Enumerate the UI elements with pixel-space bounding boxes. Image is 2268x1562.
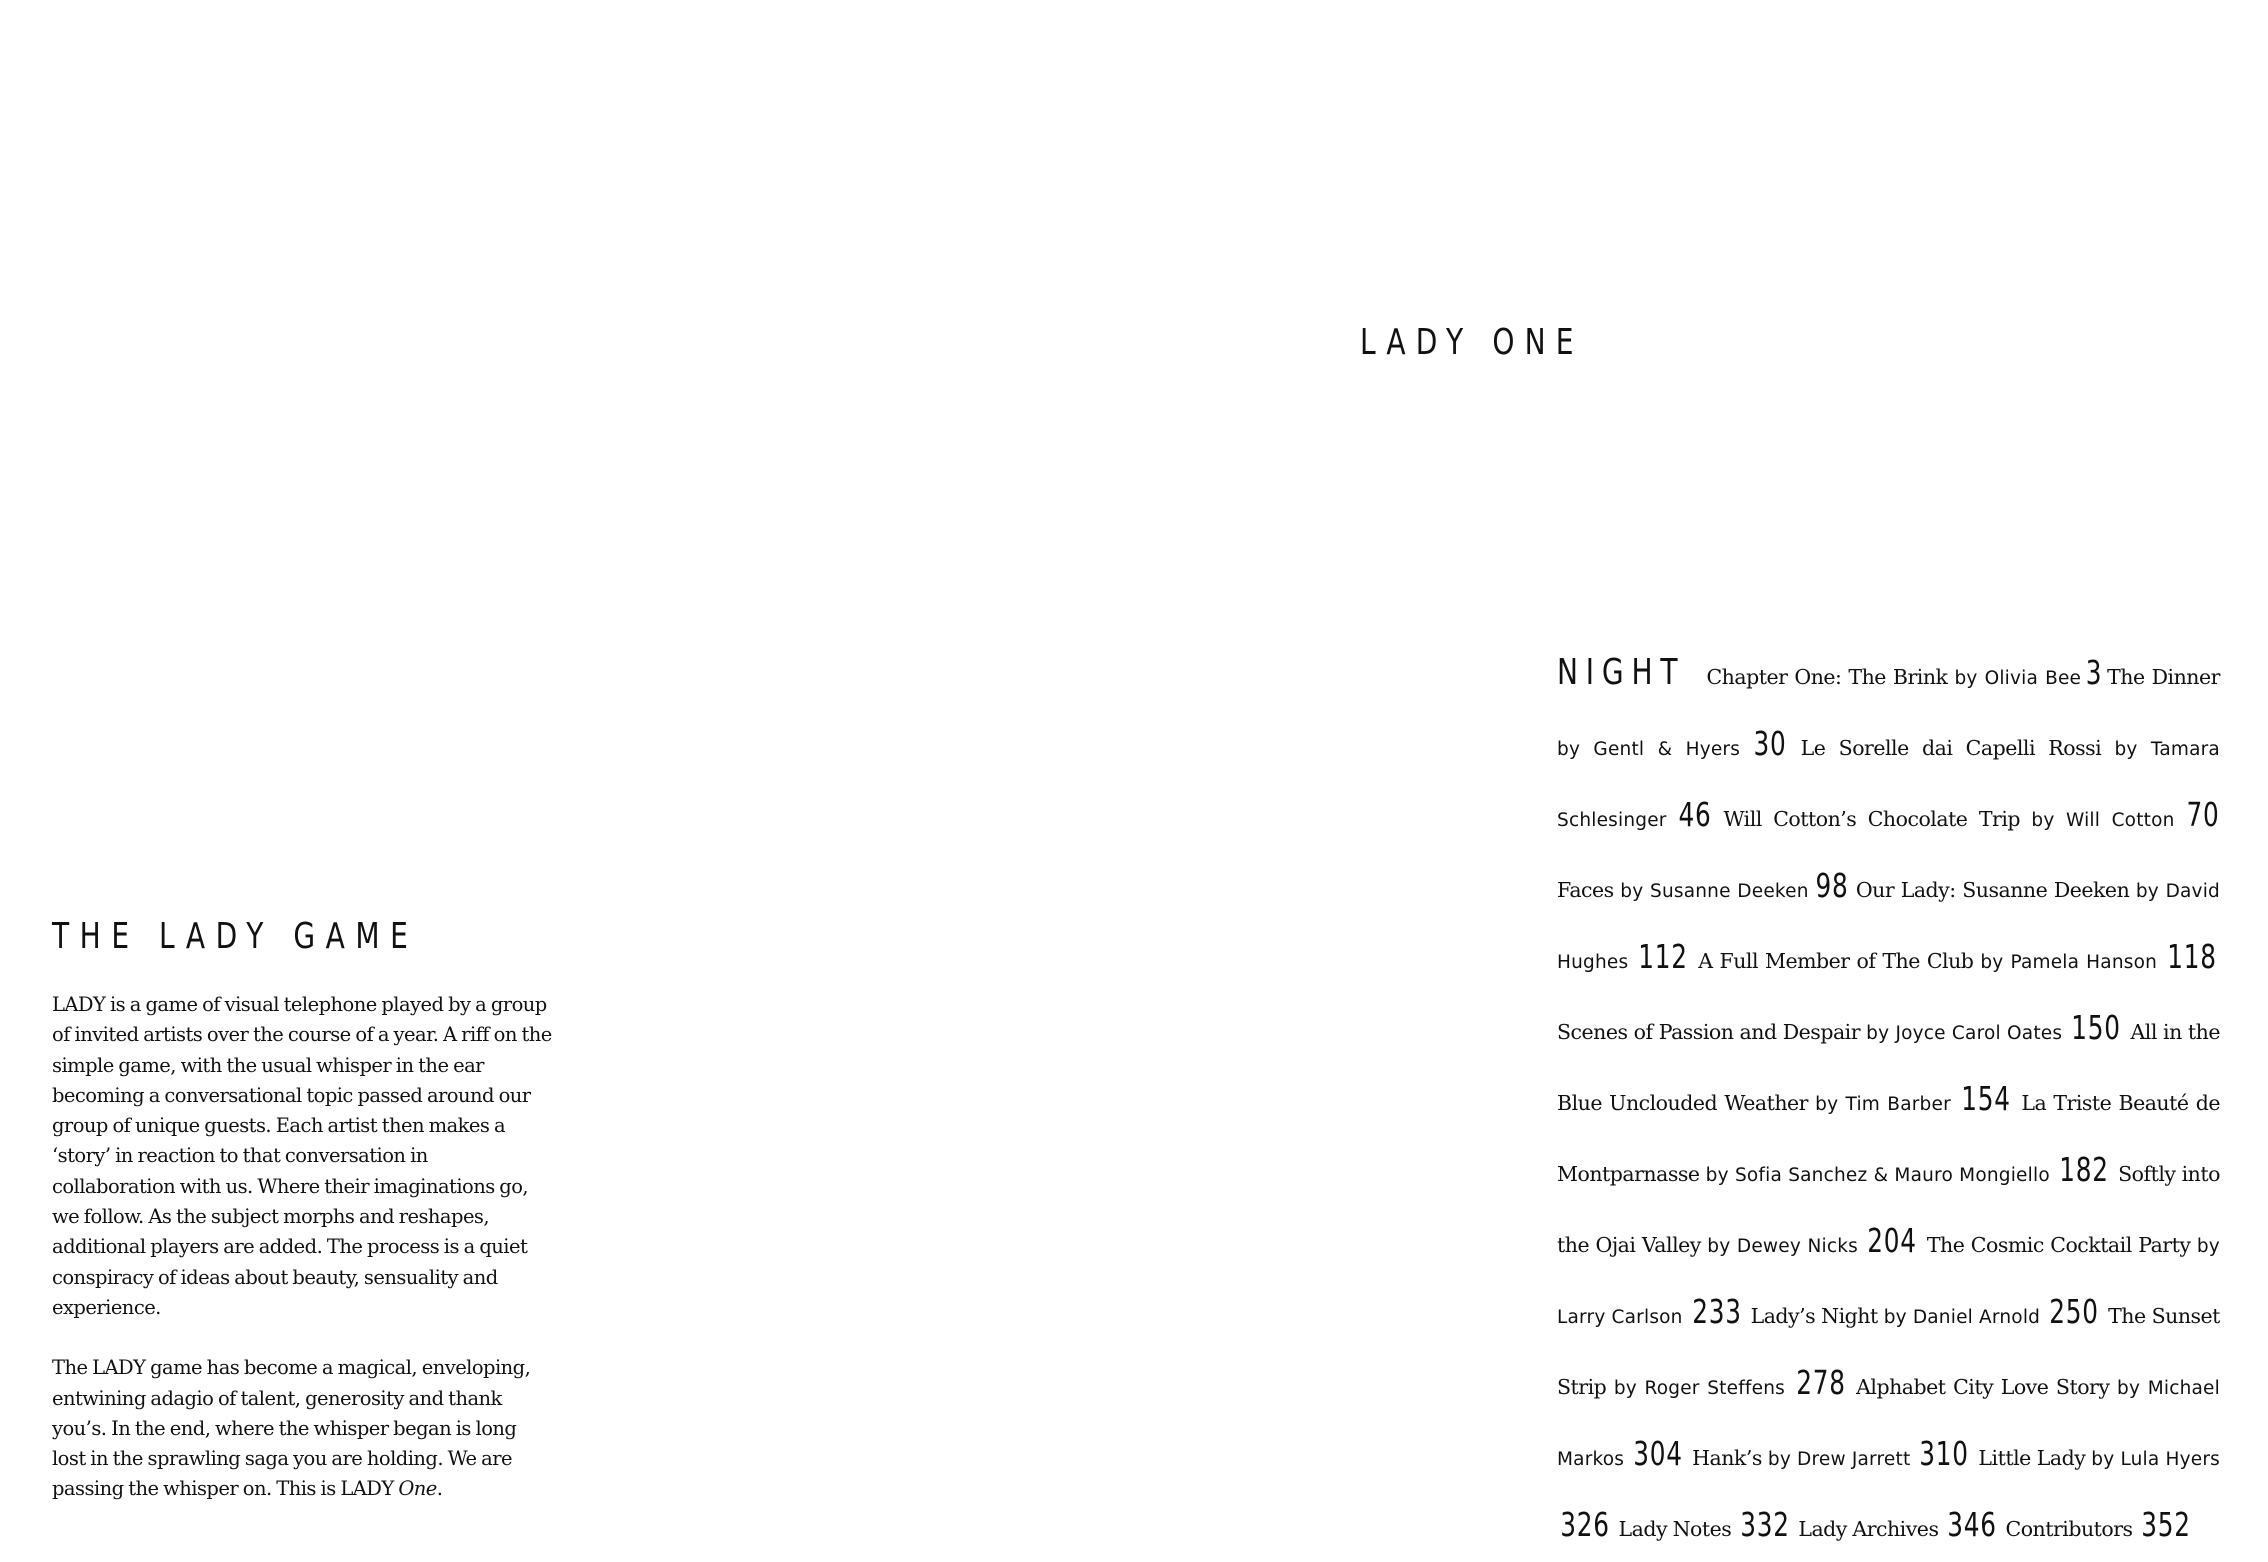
toc-entry-page-number: 352: [2141, 1505, 2191, 1544]
toc-entry-author: by Will Cotton: [2031, 810, 2175, 831]
intro-paragraph-2-text: The LADY game has become a magical, enveloping, entwining adagio of talent, generosity and thank you’s. In the end, where the whisper began is long lost in the sprawling saga you are holding. We are passing the whisper on. This is LADY: [52, 1356, 531, 1501]
toc-entry-title: The Sunset Strip: [1557, 1304, 2220, 1399]
toc-entry-author: by Tamara Schlesinger: [1557, 739, 2220, 831]
toc-entry-author: by Susanne Deeken: [1620, 881, 1809, 902]
toc-entry: [1798, 1505, 2000, 1544]
toc-entry-page-number: 70: [2186, 795, 2220, 834]
toc-entry-author: by Gentl & Hyers: [1557, 739, 1741, 760]
intro-paragraph-2: [52, 1353, 552, 1504]
toc-entry-page-number: 250: [2049, 1292, 2099, 1331]
toc-entry-author: by Pamela Hanson: [1980, 952, 2158, 973]
toc-entry-author: by Sofia Sanchez & Mauro Mongiello: [1705, 1165, 2050, 1186]
toc-entry: [1698, 937, 2220, 976]
toc-entry-title: Scenes of Passion and Despair: [1557, 1020, 1861, 1044]
toc-entry-title: Will Cotton’s Chocolate Trip: [1723, 807, 2020, 831]
toc-entry-title: Contributors: [2005, 1517, 2133, 1541]
toc-entry-page-number: 154: [1961, 1079, 2011, 1118]
toc-entry-title: Our Lady: Susanne Deeken: [1855, 878, 2130, 902]
toc-entry-page-number: 204: [1867, 1221, 1918, 1260]
toc-entry-author: by Joyce Carol Oates: [1866, 1023, 2063, 1044]
toc-entry-author: by Olivia Bee: [1954, 668, 2082, 689]
toc-entry-page-number: 46: [1678, 795, 1712, 834]
toc-entry-title: Little Lady: [1978, 1446, 2086, 1470]
toc-entry-page-number: 346: [1947, 1505, 1997, 1544]
toc-entry-page-number: 326: [1560, 1505, 1610, 1544]
toc-entry-page-number: 3: [2085, 653, 2103, 692]
toc-entry-title: Lady’s Night: [1750, 1304, 1878, 1328]
toc-entry-page-number: 112: [1638, 937, 1689, 976]
toc-entry: [1557, 1008, 2124, 1047]
toc-entry: [1692, 1434, 1972, 1473]
toc-entry-author: by Larry Carlson: [1557, 1236, 2220, 1328]
toc-entry-author: by Daniel Arnold: [1883, 1307, 2041, 1328]
toc-entry: [1557, 866, 1849, 905]
toc-entry-author: by Michael Markos: [1557, 1378, 2220, 1470]
toc-entry-title: Hank’s: [1692, 1446, 1762, 1470]
toc-entry-title: Lady Notes: [1618, 1517, 1732, 1541]
toc-entry-page-number: 332: [1740, 1505, 1790, 1544]
toc-entry-page-number: 310: [1919, 1434, 1970, 1473]
toc-entry: [1750, 1292, 2103, 1331]
toc-entry-page-number: 233: [1691, 1292, 1742, 1331]
toc-entry-title: A Full Member of The Club: [1698, 949, 1974, 973]
toc-entry-page-number: 30: [1753, 724, 1787, 763]
toc-entry-page-number: 98: [1815, 866, 1849, 905]
toc-entry: [2005, 1505, 2195, 1544]
toc-entry-author: by Roger Steffens: [1613, 1378, 1785, 1399]
toc-entry-author: by David Hughes: [1557, 881, 2220, 973]
toc-entry-title: La Triste Beauté de Montparnasse: [1557, 1091, 2220, 1186]
toc-entry-author: by Lula Hyers: [2091, 1449, 2220, 1470]
toc-entry-title: Chapter One: The Brink: [1706, 665, 1948, 689]
intro-section: [52, 916, 552, 1535]
toc-entries: [1557, 653, 2220, 1544]
toc-entry-title: The Cosmic Cocktail Party: [1926, 1233, 2191, 1257]
toc-entry-title: Le Sorelle dai Capelli Rossi: [1800, 736, 2102, 760]
toc-entry-author: by Drew Jarrett: [1767, 1449, 1911, 1470]
toc-entry-title: All in the Blue Unclouded Weather: [1557, 1020, 2220, 1115]
toc-entry: [1618, 1505, 1793, 1544]
table-of-contents: [1557, 640, 2220, 1562]
toc-entry-page-number: 118: [2167, 937, 2217, 976]
toc-entry-title: Softly into the Ojai Valley: [1557, 1162, 2220, 1257]
book-title: LADY ONE: [1360, 322, 1584, 363]
intro-paragraph-2-italic: One: [398, 1477, 437, 1501]
intro-paragraph-1: LADY is a game of visual telephone played by a group of invited artists over the course of a year. A riff on the simple game, with the usual whisper in the ear becoming a conversational topic passed around our group of unique guests. Each artist then makes a ‘story’ in reaction to that conversation in collaboration with us. Where their imaginations go, we follow. As the subject morphs and reshapes, additional players are added. The process is a quiet conspiracy of ideas about beauty, sensuality and experience.: [52, 993, 552, 1319]
toc-section-heading: NIGHT: [1557, 652, 1686, 693]
toc-entry-page-number: 182: [2059, 1150, 2109, 1189]
toc-entry-title: The Dinner: [2107, 665, 2220, 689]
toc-entry-title: Faces: [1557, 878, 1614, 902]
toc-entry-title: Lady Archives: [1798, 1517, 1939, 1541]
toc-entry-page-number: 150: [2071, 1008, 2122, 1047]
toc-entry: [1723, 795, 2220, 834]
toc-entry-author: by Tim Barber: [1815, 1094, 1951, 1115]
toc-entry: [1706, 653, 2103, 692]
intro-heading: THE LADY GAME: [52, 916, 419, 957]
toc-entry-page-number: 278: [1795, 1363, 1846, 1402]
toc-entry-author: by Dewey Nicks: [1707, 1236, 1858, 1257]
intro-paragraph-2-end: .: [436, 1477, 443, 1501]
toc-entry-page-number: 304: [1633, 1434, 1683, 1473]
toc-entry-title: Alphabet City Love Story: [1856, 1375, 2110, 1399]
